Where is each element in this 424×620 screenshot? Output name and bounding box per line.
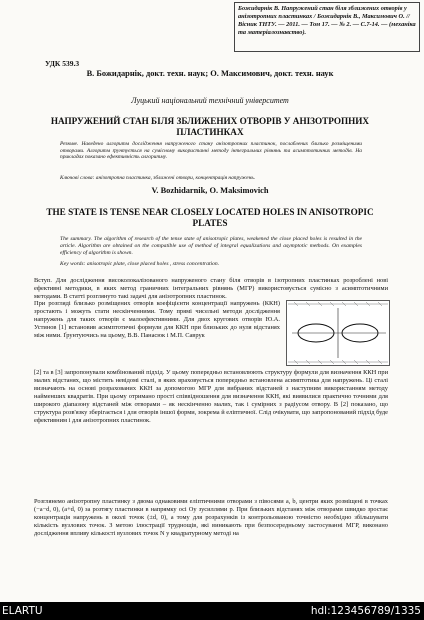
udk-code: УДК 539.3 — [45, 59, 80, 68]
handle-id: hdl:123456789/1335 — [310, 605, 421, 617]
authors-en: V. Bozhidarnik, O. Maksimovich — [151, 186, 269, 195]
title-en: THE STATE IS TENSE NEAR CLOSELY LOCATED HOLES IN ANISOTROPIC PLATES — [46, 207, 374, 228]
repository-name: ELARTU — [2, 605, 43, 617]
affiliation: Луцький національний технічний університет — [131, 96, 289, 105]
body-paragraph-3: Розглянемо анізотропну пластинку з двома однаковими еліптичними отворами з півосями a, b, центри яких розміщені в точках (−a−d, 0), (a+d, 0) за розтягу пластинки в напрямку осі Oy зусиллями p. При близьких відстанях між отворами швидко зростає концентрація напружень в околі точок (±d, 0), а тому для розрахунків із контрольованою точністю необхідно збільшувати кількість вузлових точок. З метою ілюстрації труднощів, які виникають при безпосередньому застосуванні МГР, виконано дослідження впливу кількості вузлових точок N у квадратурному методі на — [34, 498, 388, 537]
footer-bar — [0, 602, 424, 620]
title-ua: НАПРУЖЕНИЙ СТАН БІЛЯ ЗБЛИЖЕНИХ ОТВОРІВ У АНІЗОТРОПНИХ ПЛАСТИНКАХ — [50, 116, 370, 137]
authors-ua: В. Божидарнік, докт. техн. наук; О. Максимович, докт. техн. наук — [86, 69, 334, 78]
citation-box: Божидарнік В. Напружений стан біля зближених отворів у анізотропних пластинках / Божидарнік В., Максимович О. // Вісник ТНТУ. — 2011. — Том 17. — № 2. — С.7-14. — (механіка та матеріалознавство). — [234, 2, 420, 52]
body-paragraph-2: [2] та в [3] запропонували комбінований підхід. У цьому попередньо встановлюють структуру формули для визначення ККН при малих відстанях, що містить невідомі сталі, в яких враховується попередньо встановлена асимптотика для напружень. Ці сталі визначають на основі розрахованих ККН за допомогою МГР для вибраних відстаней з наступним використанням методу найменших квадратів. При цьому отримано прості співвідношення для визначення ККН, які виявилися практично точними для широкого діапазону відстаней між отворами – як нескінченно малих, так і сумірних з радіусом отвору. В [2] показано, що структура розв'язку зберігається і для отворів іншої форми, зокрема й еліптичної. Слід очікувати, що запропонований підхід буде ефективним і для анізотропних пластинок. — [34, 369, 388, 424]
intro-paragraph: Вступ. Для дослідження високолокалізованого напруженого стану біля отворів в ізотропних пластинках розроблені нові ефективні методики, в яких метод граничних інтегральних рівнянь (МГР) використовується сумісно з асимптотичними методами. В статті розглянуто такі задачі для анізотропних пластинок. — [34, 277, 388, 300]
keywords-en: Key words: anisotropic plate, close placed holes , stress concentration. — [60, 261, 220, 267]
column-paragraph: При розгляді близько розміщених отворів коефіцієнти концентрації напружень (ККН) зростають і можуть стати нескінченними. Тому прямі чисельні методи дослідження напружень для таких отворів є малоефективними. Для двох кругових отворів Ю.А. Устинов [1] встановив асимптотичні формули для ККН при близьких до нуля відстанях між ними. Ґрунтуючись на цьому, В.В. Панасюк і М.П. Саврук — [34, 300, 280, 339]
keywords-ua: Ключові слова: анізотропна пластинка, зближені отвори, концентрація напружень. — [60, 175, 256, 181]
abstract-ua: Резюме. Наведено алгоритм дослідження напруженого стану анізотропних пластинок, послаблених близько розміщеними отворами. Алгоритм ґрунтується на сумісному використанні методу інтегральних рівнянь та асимптотичних методів. На прикладах показано ефективність алгоритму. — [60, 141, 362, 161]
abstract-en: The summary. The algorithm of research of the tense state of anisotropic plates, weakened the close placed holes is resulted in the article. Algorithm are obtained on the compatible use of method of integral equalizations and asymptotic methods. On examples efficiency of algorithm is shown. — [60, 236, 362, 256]
holes-figure — [286, 300, 390, 366]
